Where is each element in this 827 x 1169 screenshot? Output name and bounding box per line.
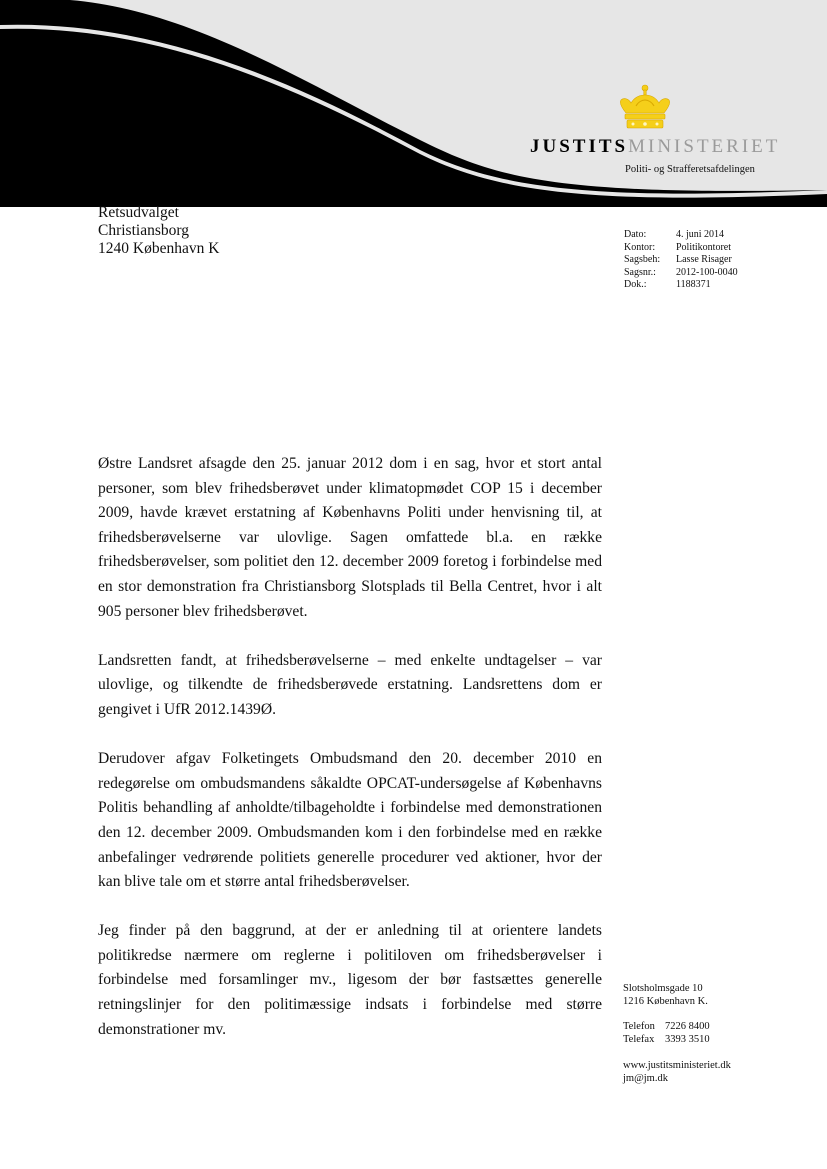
meta-label: Dato: [624,229,647,240]
meta-label: Sagsbeh: [624,254,661,266]
department-name: Politi- og Strafferetsafdelingen [625,164,755,175]
crown-icon [618,84,672,130]
meta-row [624,254,738,267]
meta-value: 1188371 [676,279,711,291]
meta-value: Politikontoret [676,241,731,253]
meta-row [624,267,738,280]
website-link[interactable]: www.justitsministeriet.dk [623,1059,731,1071]
body-paragraph: Jeg finder på den baggrund, at der er anledning til at orientere landets politikredse nærmere om reglerne i politiloven om frihedsberøvelser i forbindelse med forsamlinger mv., ligesom der bør fastsættes generelle retningslinjer for den politimæssige indsats i forbindelse med større demonstrationer mv. [98,922,602,1038]
meta-label: Dok.: [624,279,647,291]
logo-bold-text: JUSTITS [530,136,629,157]
recipient-line: Christiansborg [98,222,189,239]
recipient-line: 1240 København K [98,240,220,257]
phone-label: Telefon [623,1021,655,1033]
recipient-line: Retsudvalget [98,204,179,221]
recipient-address [98,204,219,258]
meta-value: 4. juni 2014 [676,229,725,240]
case-metadata [624,229,738,292]
meta-row [624,279,738,292]
footer-address [623,983,731,1009]
meta-row [624,229,738,242]
letter-body [98,452,602,1067]
footer-street: Slotsholmsgade 10 [623,983,703,994]
footer-phones [623,1021,731,1047]
logo-light-text: MINISTERIET [628,136,781,157]
body-paragraph: Østre Landsret afsagde den 25. januar 2012 dom i en sag, hvor et stort antal personer, som blev frihedsberøvet under klimatopmødet COP 15 i december 2009, havde krævet erstatning af Københavns Politi under henvisning til, at frihedsberøvelserne var ulovlige. Sagen omfattede bl.a. en række frihedsberøvelser, som politiet den 12. december 2009 foretog i forbindelse med en stor demonstration fra Christiansborg Slotsplads til Bella Centret, hvor i alt 905 personer blev frihedsberøvet. [98,455,602,620]
phone-number: 7226 8400 [665,1021,710,1033]
meta-label: Kontor: [624,241,656,253]
body-paragraph: Derudover afgav Folketingets Ombudsmand den 20. december 2010 en redegørelse om ombudsmandens såkaldte OPCAT-undersøgelse af Københavns Politis behandling af anholdte/tilbageholdte i forbindelse med demonstrationen den 12. december 2009. Ombudsmanden kom i den forbindelse med en række anbefalinger vedrørende politiets generelle procedurer ved aktioner, hvor der kan blive tale om et større antal frihedsberøvelser. [98,750,602,891]
footer-online [623,1060,731,1086]
meta-row [624,242,738,255]
fax-label: Telefax [623,1034,655,1046]
meta-value: 2012-100-0040 [676,266,738,278]
fax-number: 3393 3510 [665,1034,710,1046]
footer-city: 1216 København K. [623,995,708,1007]
email-link[interactable]: jm@jm.dk [623,1072,668,1084]
letterhead-banner [0,0,827,207]
ministry-logo [530,136,780,158]
meta-value: Lasse Risager [676,254,732,266]
body-paragraph: Landsretten fandt, at frihedsberøvelserne – med enkelte undtagelser – var ulovlige, og tilkendte de frihedsberøvede erstatning. Landsrettens dom er gengivet i UfR 2012.1439Ø. [98,651,602,718]
meta-label: Sagsnr.: [624,266,656,278]
contact-footer [623,983,731,1098]
